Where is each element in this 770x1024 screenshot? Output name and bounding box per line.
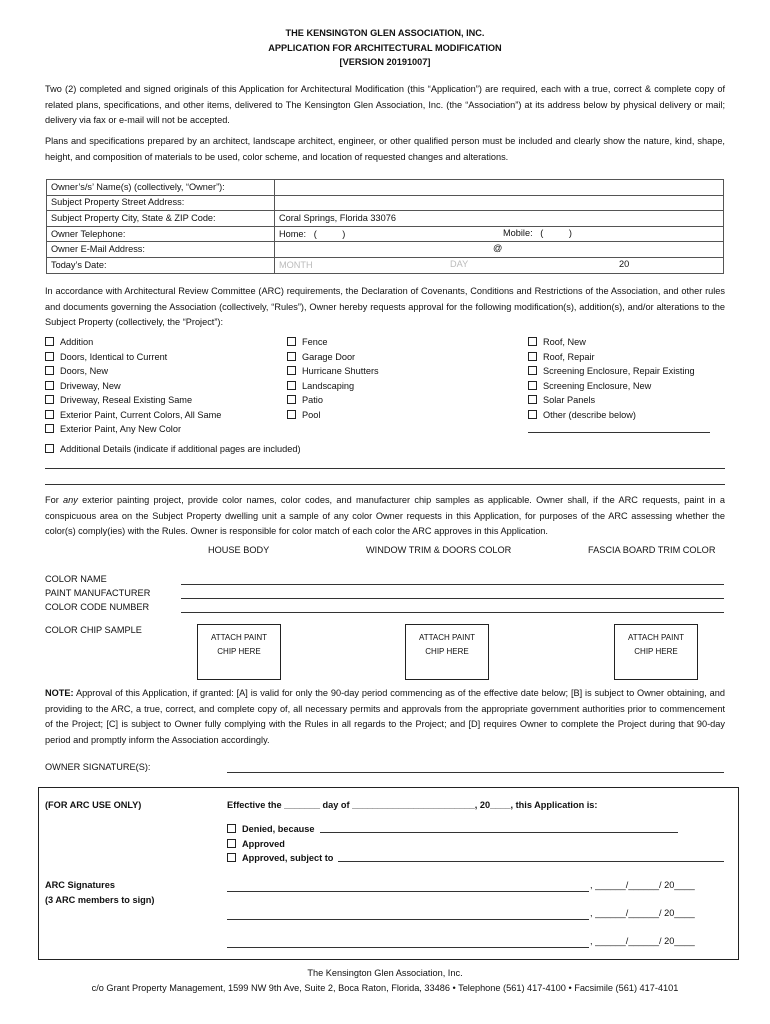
checkbox-item-garage-door[interactable]: [287, 350, 507, 365]
paint-manufacturer-line[interactable]: [181, 598, 724, 599]
todays-date-label: Today’s Date:: [47, 257, 275, 273]
column-fascia-board: FASCIA BOARD TRIM COLOR: [588, 545, 716, 555]
color-code-label: COLOR CODE NUMBER: [45, 602, 150, 612]
arc-use-only-label: (FOR ARC USE ONLY): [45, 800, 142, 810]
checkbox-label: Solar Panels: [543, 395, 596, 405]
checkbox-label: Addition: [60, 337, 94, 347]
chip-box-house-body: ATTACH PAINT CHIP HERE: [197, 624, 281, 680]
checkbox-icon[interactable]: [528, 352, 537, 361]
checkbox-item-roof-repair[interactable]: [528, 350, 728, 365]
home-phone-field[interactable]: Home: ( ): [279, 228, 346, 239]
checkbox-item-other[interactable]: [528, 408, 728, 423]
checkbox-item-paint-new[interactable]: [45, 422, 285, 437]
arc-signatures-label: ARC Signatures: [45, 880, 115, 890]
footer-line-2: c/o Grant Property Management, 1599 NW 9th Ave, Suite 2, Boca Raton, Florida, 33486 • Telephone (561) 417-4100 • Facsimile (561) 417-4101: [91, 983, 679, 993]
arc-signature-line-3[interactable]: [227, 947, 589, 948]
city-state-zip-label: Subject Property City, State & ZIP Code:: [47, 211, 275, 227]
checkbox-icon[interactable]: [528, 395, 537, 404]
owner-signature-label: OWNER SIGNATURE(S):: [45, 762, 151, 772]
title-line-3: [VERSION 20191007]: [339, 57, 431, 67]
chip-box-fascia: ATTACH PAINT CHIP HERE: [614, 624, 698, 680]
telephone-field: [275, 226, 724, 242]
checkbox-icon[interactable]: [287, 366, 296, 375]
footer-line-1: The Kensington Glen Association, Inc.: [307, 968, 463, 978]
checkbox-label: Screening Enclosure, New: [543, 380, 652, 391]
checkbox-label: Screening Enclosure, Repair Existing: [543, 366, 695, 376]
paint-paragraph: For any exterior painting project, provide color names, color codes, and manufacturer chip samples as applicable. Owner shall, if the ARC requests, paint in a conspicuous area on the Subject Property dwelling unit a sample of any color Owner requests in this Application, for purposes of the ARC assessing whether the color(s) comply(ies) with the Rules. Owner is responsible for color match of each color the ARC approves in this Application.: [45, 495, 725, 536]
effective-date-text: Effective the _______ day of ________________________, 20____, this Application is:: [227, 800, 598, 810]
owner-name-label: Owner’s/s’ Name(s) (collectively, “Owner”):: [47, 180, 275, 196]
additional-details-line-1[interactable]: [45, 468, 725, 469]
checkbox-icon[interactable]: [528, 366, 537, 375]
checkbox-item-screen-repair[interactable]: [528, 364, 728, 379]
additional-details-line-2[interactable]: [45, 484, 725, 485]
checkbox-icon[interactable]: [45, 352, 54, 361]
checklist-column-2: [287, 335, 507, 422]
street-address-field[interactable]: [275, 195, 724, 211]
checkbox-icon[interactable]: [287, 337, 296, 346]
checkbox-label: Exterior Paint, Current Colors, All Same: [60, 409, 222, 420]
checkbox-item-paint-same[interactable]: [45, 408, 285, 423]
checkbox-icon[interactable]: [227, 853, 236, 862]
date-day-placeholder: DAY: [450, 258, 469, 269]
color-name-line[interactable]: [181, 584, 724, 585]
checkbox-label: Doors, New: [60, 366, 108, 376]
checkbox-icon[interactable]: [45, 424, 54, 433]
checkbox-item-patio[interactable]: [287, 393, 507, 408]
email-field[interactable]: [275, 242, 724, 258]
checkbox-icon[interactable]: [45, 381, 54, 390]
color-name-label: COLOR NAME: [45, 574, 107, 584]
note-paragraph: NOTE: Approval of this Application, if granted: [A] is valid for only the 90-day period commencing as of the effective date below; [B] is subject to Owner obtaining, and providing to the ARC, a true, correct, and complete copy of, all necessary permits and approvals from the appropriate government authorities prior to commencement of the Project; [C] is subject to Owner fully complying with the Rules in all regards to the Project; and [D] requires Owner to complete the Project during that 90-day period and promptly inform the Association accordingly.: [45, 688, 725, 745]
owner-signature-line[interactable]: [227, 772, 724, 773]
color-chip-label: COLOR CHIP SAMPLE: [45, 625, 142, 635]
checkbox-icon[interactable]: [45, 337, 54, 346]
checkbox-item-driveway-reseal[interactable]: [45, 393, 285, 408]
title-line-2: APPLICATION FOR ARCHITECTURAL MODIFICATION: [268, 43, 502, 53]
intro-paragraph-2: Plans and specifications prepared by an architect, landscape architect, engineer, or other qualified person must be included and clearly show the nature, kind, shape, height, and composition of materials to be used, color scheme, and location of requested changes and alterations.: [45, 136, 725, 162]
option-approved[interactable]: Approved: [227, 837, 333, 852]
email-label: Owner E-Mail Address:: [47, 242, 275, 258]
checkbox-icon[interactable]: [287, 352, 296, 361]
owner-name-field[interactable]: [275, 180, 724, 196]
checkbox-icon[interactable]: [287, 381, 296, 390]
checkbox-icon[interactable]: [45, 410, 54, 419]
arc-signature-line-1[interactable]: [227, 891, 589, 892]
color-code-line[interactable]: [181, 612, 724, 613]
checkbox-label: Patio: [302, 395, 323, 405]
checkbox-item-roof-new[interactable]: [528, 335, 728, 350]
checkbox-item-doors-new[interactable]: [45, 364, 285, 379]
checkbox-item-pool[interactable]: [287, 408, 507, 423]
checkbox-icon[interactable]: [227, 824, 236, 833]
checkbox-label: Driveway, Reseal Existing Same: [60, 395, 193, 405]
other-describe-line[interactable]: [528, 432, 710, 433]
checkbox-item-screen-new[interactable]: [528, 379, 728, 394]
telephone-label: Owner Telephone:: [47, 226, 275, 242]
checkbox-item-additional-details[interactable]: [45, 442, 301, 457]
checkbox-label: Fence: [302, 337, 328, 347]
checkbox-label: Hurricane Shutters: [302, 366, 379, 376]
denied-reason-line[interactable]: [320, 832, 678, 833]
checkbox-label: Roof, New: [543, 337, 586, 347]
arc-signatures-sublabel: (3 ARC members to sign): [45, 895, 155, 905]
checkbox-icon[interactable]: [45, 444, 54, 453]
checkbox-item-landscaping[interactable]: [287, 379, 507, 394]
arc-date-2[interactable]: , ______/______/ 20____: [590, 908, 695, 918]
rules-paragraph: In accordance with Architectural Review Committee (ARC) requirements, the Declaration of Covenants, Conditions and Restrictions of the Association, and other rules and documents governing the Association (collectively, “Rules”), Owner hereby requests approval for the following modification(s), addition(s), and/or alterations to the Subject Property (collectively, the “Project”):: [45, 286, 725, 327]
checkbox-label: Doors, Identical to Current: [60, 351, 168, 362]
checkbox-icon[interactable]: [227, 839, 236, 848]
checkbox-icon[interactable]: [528, 410, 537, 419]
email-at-sign: @: [493, 243, 503, 254]
checkbox-icon[interactable]: [528, 337, 537, 346]
column-house-body: HOUSE BODY: [208, 545, 270, 555]
checkbox-label: Pool: [302, 409, 321, 420]
mobile-phone-field[interactable]: Mobile: ( ): [503, 227, 572, 238]
city-state-zip-field[interactable]: Coral Springs, Florida 33076: [275, 211, 724, 227]
intro-paragraph-1: Two (2) completed and signed originals of this Application for Architectural Modification (this “Application”) are required, each with a true, correct & complete copy of related plans, specifications, and other items, delivered to The Kensington Glen Association, Inc. (the “Association”) at its address below by physical delivery or mail; delivery via fax or e-mail will not be accepted.: [45, 84, 725, 125]
date-month-placeholder: MONTH: [279, 259, 313, 270]
checklist-column-3: [528, 335, 728, 422]
todays-date-field[interactable]: [275, 257, 724, 273]
owner-info-table: [46, 179, 724, 274]
checkbox-icon[interactable]: [45, 366, 54, 375]
checkbox-item-solar-panels[interactable]: [528, 393, 728, 408]
title-line-1: THE KENSINGTON GLEN ASSOCIATION, INC.: [285, 28, 485, 38]
checkbox-item-driveway-new[interactable]: [45, 379, 285, 394]
arc-date-3[interactable]: , ______/______/ 20____: [590, 936, 695, 946]
checkbox-label: Garage Door: [302, 351, 356, 362]
arc-decision-options: [227, 822, 333, 866]
paint-manufacturer-label: PAINT MANUFACTURER: [45, 588, 151, 598]
checkbox-label: Driveway, New: [60, 380, 121, 391]
option-denied[interactable]: Denied, because: [227, 822, 333, 837]
option-approved-subject[interactable]: Approved, subject to: [227, 851, 333, 866]
checkbox-label: Other (describe below): [543, 409, 636, 420]
checkbox-item-hurricane-shutters[interactable]: [287, 364, 507, 379]
date-year-prefix: 20: [619, 258, 630, 269]
checklist-column-1: [45, 335, 285, 437]
arc-date-1[interactable]: , ______/______/ 20____: [590, 880, 695, 890]
arc-signature-line-2[interactable]: [227, 919, 589, 920]
street-address-label: Subject Property Street Address:: [47, 195, 275, 211]
checkbox-item-fence[interactable]: [287, 335, 507, 350]
checkbox-label: Roof, Repair: [543, 351, 595, 362]
checkbox-icon[interactable]: [528, 381, 537, 390]
approved-subject-line[interactable]: [338, 861, 724, 862]
checkbox-label: Landscaping: [302, 380, 355, 391]
checkbox-icon[interactable]: [287, 395, 296, 404]
checkbox-item-addition[interactable]: [45, 335, 285, 350]
checkbox-icon[interactable]: [287, 410, 296, 419]
chip-box-window-trim: ATTACH PAINT CHIP HERE: [405, 624, 489, 680]
checkbox-label: Exterior Paint, Any New Color: [60, 424, 182, 434]
checkbox-item-doors-identical[interactable]: [45, 350, 285, 365]
arc-use-only-box: [38, 787, 739, 960]
checkbox-icon[interactable]: [45, 395, 54, 404]
column-window-trim: WINDOW TRIM & DOORS COLOR: [366, 545, 512, 555]
checkbox-label: Additional Details (indicate if additional pages are included): [60, 444, 301, 454]
